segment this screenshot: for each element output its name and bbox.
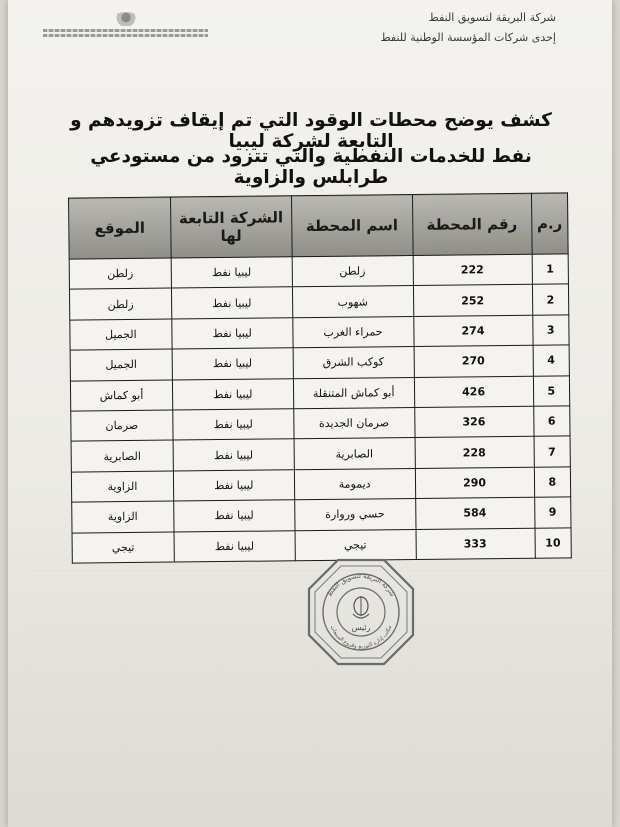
letterhead [380, 8, 556, 48]
cell-station-no: 584 [415, 497, 534, 529]
stamp-ring-text: شركة البريقة لتسويق النفط [325, 571, 397, 598]
cell-company: ليبيا نفط [173, 439, 294, 471]
cell-company: ليبيا نفط [173, 470, 294, 502]
cell-company: ليبيا نفط [172, 318, 293, 350]
cell-rn: 4 [533, 345, 570, 376]
cell-rn: 8 [534, 467, 571, 498]
logo-emblem-icon [113, 12, 139, 26]
cell-station-no: 326 [414, 406, 533, 438]
cell-station-name: شهوب [292, 286, 413, 318]
cell-station-name: حسي وروارة [294, 499, 415, 531]
cell-rn: 1 [532, 254, 569, 285]
cell-company: ليبيا نفط [173, 409, 294, 441]
cell-location: تيجي [72, 532, 174, 563]
stations-table [68, 192, 572, 563]
cell-station-name: الصابرية [294, 438, 415, 470]
cell-station-no: 252 [413, 285, 532, 317]
table-header-row [69, 193, 569, 259]
cell-company: ليبيا نفط [172, 378, 293, 410]
header-station-no: رقم المحطة [412, 193, 532, 255]
cell-station-name: حمراء الغرب [292, 316, 413, 348]
stamp-bottom-text: مكتب إدارة التوزيع وفروع المبيعات [328, 624, 394, 651]
cell-location: الجميل [70, 319, 172, 350]
cell-location: زلطن [69, 288, 171, 319]
cell-station-name: تيجي [295, 529, 416, 561]
cell-station-name: أبو كماش المتنقلة [293, 377, 414, 409]
header-station-name: اسم المحطة [291, 195, 413, 257]
header-company: الشركة التابعة لها [170, 196, 291, 258]
cell-company: ليبيا نفط [174, 500, 295, 532]
svg-text:شركة البريقة لتسويق النفط [325, 572, 396, 598]
cell-rn: 2 [532, 284, 569, 315]
cell-location: الجميل [70, 349, 172, 380]
cell-station-name: كوكب الشرق [293, 347, 414, 379]
cell-rn: 3 [532, 315, 569, 346]
logo-text-line [43, 34, 208, 37]
cell-station-name: ديمومة [294, 468, 415, 500]
logo-text-line [43, 29, 208, 32]
document-page [8, 0, 612, 827]
cell-rn: 7 [534, 436, 571, 467]
stamp-emblem-icon [353, 596, 369, 618]
cell-station-no: 290 [415, 467, 534, 499]
cell-company: ليبيا نفط [174, 530, 295, 562]
cell-station-no: 270 [414, 345, 533, 377]
cell-company: ليبيا نفط [171, 257, 292, 289]
company-logo [38, 10, 213, 40]
stamp-center-text: رئيس [351, 623, 371, 632]
cell-station-name: زلطن [292, 256, 413, 288]
cell-location: صرمان [71, 410, 173, 441]
cell-company: ليبيا نفط [171, 287, 292, 319]
document-title-line-1: كشف يوضح محطات الوقود التي تم إيقاف تزويدهم و التابعة لشركة ليبيا [70, 110, 552, 152]
company-affiliation: إحدى شركات المؤسسة الوطنية للنفط [380, 31, 556, 44]
cell-location: الزاوية [71, 471, 173, 502]
cell-company: ليبيا نفط [172, 348, 293, 380]
cell-location: الزاوية [72, 501, 174, 532]
cell-station-no: 426 [414, 376, 533, 408]
cell-station-no: 222 [413, 254, 532, 286]
official-stamp [305, 556, 417, 668]
cell-rn: 6 [533, 406, 570, 437]
cell-station-no: 333 [416, 528, 535, 560]
header-location: الموقع [69, 197, 172, 259]
cell-rn: 10 [535, 527, 572, 558]
header-rn: ر.م [531, 193, 568, 254]
cell-location: أبو كماش [70, 380, 172, 411]
cell-location: الصابرية [71, 440, 173, 471]
document-title-line-2: نفط للخدمات النفطية والتي تتزود من مستودعي طرابلس والزاوية [90, 146, 532, 188]
cell-location: زلطن [69, 258, 171, 289]
cell-rn: 9 [534, 497, 571, 528]
cell-rn: 5 [533, 375, 570, 406]
cell-station-name: صرمان الجديدة [293, 407, 414, 439]
company-name: شركة البريقة لتسويق النفط [428, 11, 556, 24]
cell-station-no: 228 [415, 437, 534, 469]
cell-station-no: 274 [413, 315, 532, 347]
